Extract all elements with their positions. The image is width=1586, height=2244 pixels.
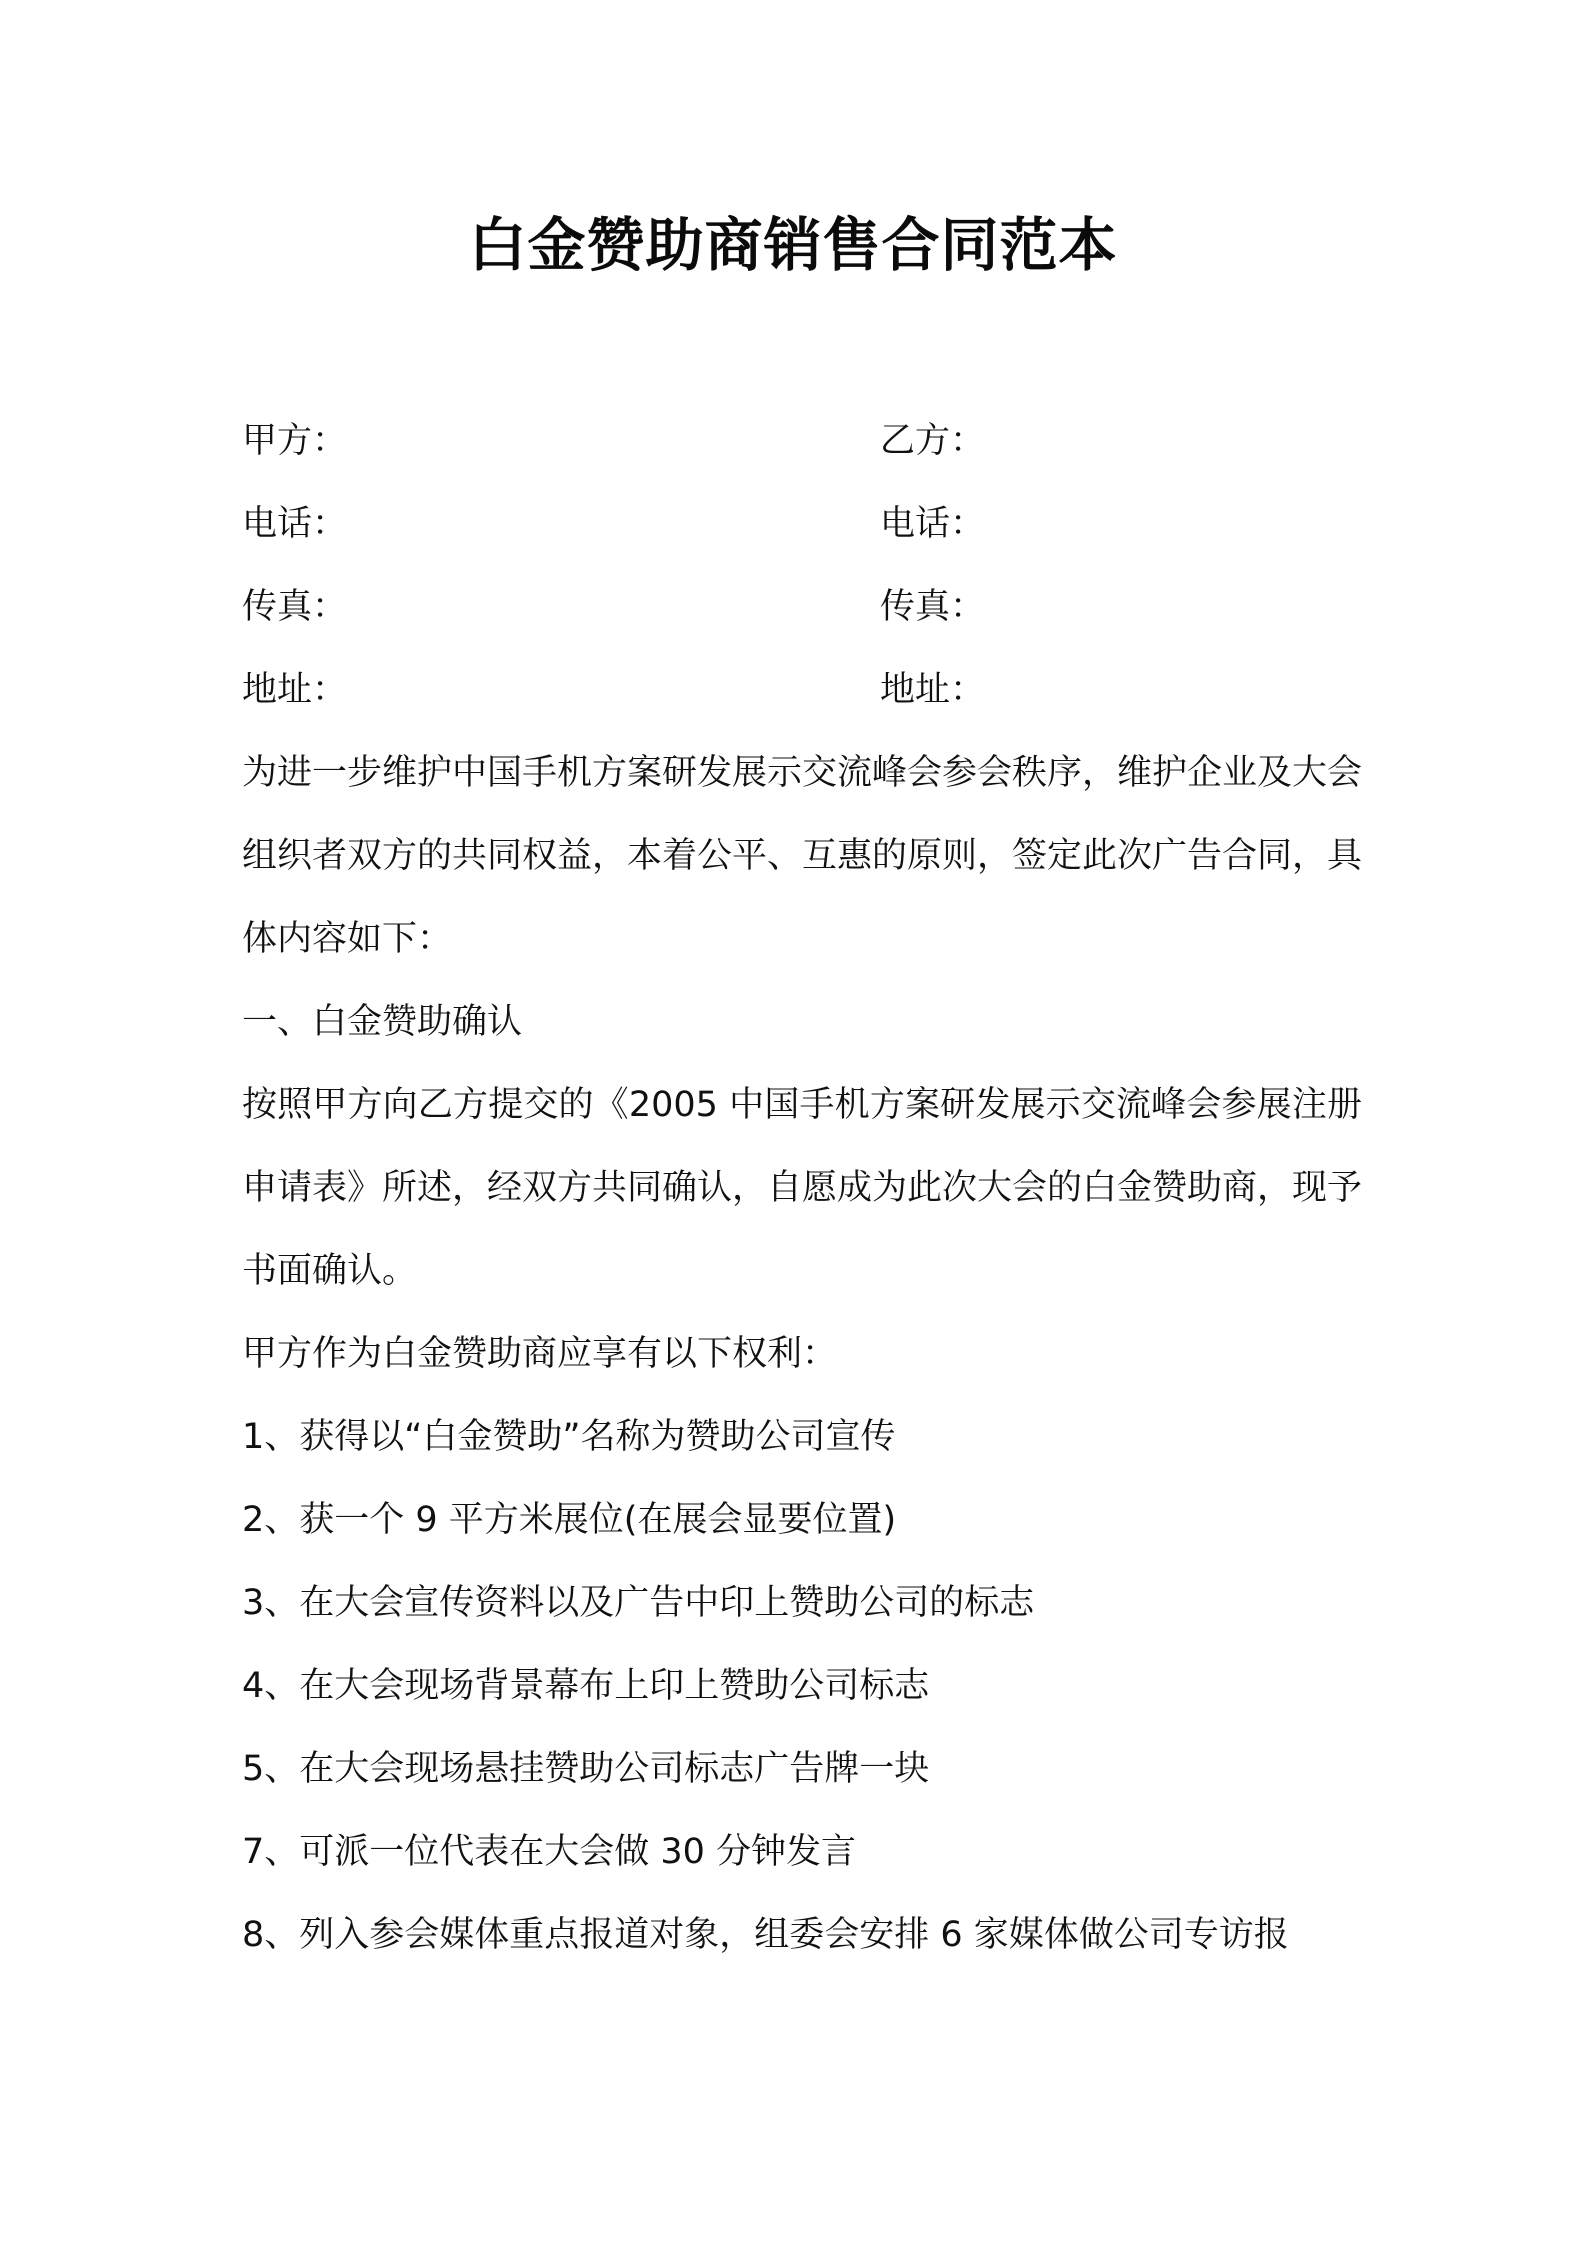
section-heading: 一、白金赞助确认 <box>242 1002 523 1042</box>
party-b-phone-label: 电话： <box>880 504 986 544</box>
party-a-label: 甲方： <box>242 421 348 461</box>
rights-heading: 甲方作为白金赞助商应享有以下权利： <box>242 1334 838 1374</box>
party-row-fax <box>242 566 1362 649</box>
rights-list-item: 5、在大会现场悬挂赞助公司标志广告牌一块 <box>242 1749 930 1789</box>
rights-list-item: 4、在大会现场背景幕布上印上赞助公司标志 <box>242 1666 930 1706</box>
rights-list-item: 7、可派一位代表在大会做 30 分钟发言 <box>242 1832 857 1872</box>
party-row-address <box>242 649 1362 732</box>
document-title: 白金赞助商销售合同范本 <box>468 211 1118 279</box>
party-a-address-label: 地址： <box>242 670 348 710</box>
rights-list-item: 8、列入参会媒体重点报道对象，组委会安排 6 家媒体做公司专访报 <box>242 1915 1289 1955</box>
rights-list-item: 3、在大会宣传资料以及广告中印上赞助公司的标志 <box>242 1583 1035 1623</box>
party-b-address-label: 地址： <box>880 670 986 710</box>
party-row-phone <box>242 483 1362 566</box>
party-b-label: 乙方： <box>880 421 986 461</box>
intro-paragraph: 为进一步维护中国手机方案研发展示交流峰会参会秩序，维护企业及大会组织者双方的共同权益，本着公平、互惠的原则，签定此次广告合同，具体内容如下： <box>242 753 1363 959</box>
rights-list-item: 2、获一个 9 平方米展位(在展会显要位置) <box>242 1500 897 1540</box>
party-a-phone-label: 电话： <box>242 504 348 544</box>
document-body <box>242 400 1362 1977</box>
party-row-name <box>242 400 1362 483</box>
section-body-paragraph: 按照甲方向乙方提交的《2005 中国手机方案研发展示交流峰会参展注册申请表》所述，经双方共同确认，自愿成为此次大会的白金赞助商，现予书面确认。 <box>242 1085 1363 1291</box>
party-a-fax-label: 传真： <box>242 587 348 627</box>
rights-list-item: 1、获得以“白金赞助”名称为赞助公司宣传 <box>242 1417 896 1457</box>
party-b-fax-label: 传真： <box>880 587 986 627</box>
